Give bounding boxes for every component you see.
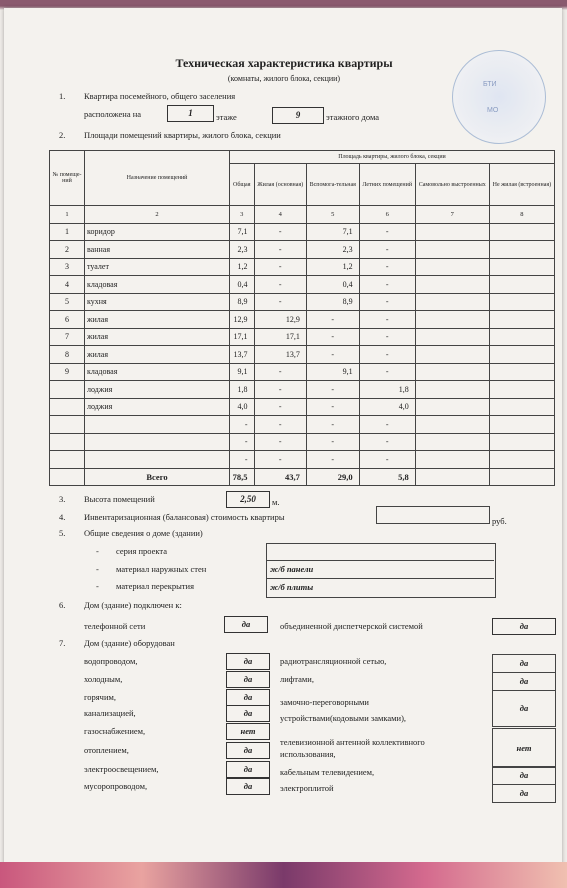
row-number: 7 xyxy=(50,328,85,346)
area-cell: - xyxy=(306,433,359,451)
area-table xyxy=(49,150,555,486)
s1-text: Квартира посемейного, общего заселения xyxy=(84,91,236,101)
area-cell xyxy=(489,363,554,381)
cost-box xyxy=(376,506,490,524)
table-row xyxy=(50,363,555,381)
fabric-background xyxy=(0,862,567,888)
table-row xyxy=(50,258,555,276)
area-cell xyxy=(489,433,554,451)
equipment-label: горячим, xyxy=(84,692,117,702)
equipment-value: нет xyxy=(492,728,556,768)
row-number xyxy=(50,433,85,451)
room-name: жилая xyxy=(85,328,230,346)
area-cell: - xyxy=(230,433,255,451)
equipment-label: лифтами, xyxy=(280,674,314,684)
area-cell xyxy=(489,416,554,434)
area-cell: - xyxy=(254,363,306,381)
equipment-value: да xyxy=(226,761,270,778)
s5-floor-label: материал перекрытия xyxy=(116,581,194,591)
table-row xyxy=(50,398,555,416)
totals-row xyxy=(50,468,555,486)
th-aux: Вспомога-тельная xyxy=(306,164,359,206)
s5-text: Общие сведения о доме (здании) xyxy=(84,528,203,538)
floor-box: 1 xyxy=(167,105,214,122)
area-cell: 4,0 xyxy=(230,398,255,416)
th-summer: Летних помещений xyxy=(359,164,415,206)
row-number xyxy=(50,416,85,434)
height-unit: м. xyxy=(272,497,280,507)
equipment-value: да xyxy=(492,654,556,673)
area-cell xyxy=(415,416,489,434)
area-cell: - xyxy=(306,398,359,416)
row-number xyxy=(50,398,85,416)
equipment-value: да xyxy=(492,672,556,691)
area-cell: 8,9 xyxy=(230,293,255,311)
s5-walls-value: ж/б панели xyxy=(270,564,314,574)
th-self: Самовольно выстроенных xyxy=(415,164,489,206)
equipment-label: отоплением, xyxy=(84,745,129,755)
area-cell: 17,1 xyxy=(230,328,255,346)
column-numbers-row xyxy=(50,206,555,224)
s6-dispatch-value: да xyxy=(492,618,556,635)
area-cell: - xyxy=(306,381,359,399)
area-cell: - xyxy=(254,416,306,434)
room-name xyxy=(85,451,230,469)
equipment-label: использования, xyxy=(280,749,336,759)
area-cell: 1,2 xyxy=(230,258,255,276)
equipment-value: да xyxy=(226,778,270,795)
room-name: кухня xyxy=(85,293,230,311)
area-cell: - xyxy=(230,416,255,434)
table-row xyxy=(50,328,555,346)
equipment-label: кабельным телевидением, xyxy=(280,767,375,777)
area-cell xyxy=(415,346,489,364)
area-cell: 2,3 xyxy=(306,241,359,259)
area-cell: - xyxy=(359,258,415,276)
area-cell: 7,1 xyxy=(230,223,255,241)
cost-unit: руб. xyxy=(492,516,507,526)
s3-num: 3. xyxy=(59,494,66,504)
table-row xyxy=(50,293,555,311)
room-name xyxy=(85,433,230,451)
room-name: ванная xyxy=(85,241,230,259)
area-cell: 17,1 xyxy=(254,328,306,346)
s2-num: 2. xyxy=(59,130,66,140)
area-cell: - xyxy=(359,433,415,451)
area-cell: 7,1 xyxy=(306,223,359,241)
colnum: 2 xyxy=(85,206,230,224)
s1-located: расположена на xyxy=(84,109,142,119)
equipment-label: газоснабжением, xyxy=(84,726,146,736)
area-cell: 8,9 xyxy=(306,293,359,311)
area-cell xyxy=(415,363,489,381)
row-number: 8 xyxy=(50,346,85,364)
s6-phone-value: да xyxy=(224,616,268,633)
area-cell xyxy=(489,293,554,311)
equipment-label: телевизионной антенной коллективного xyxy=(280,737,425,747)
area-cell xyxy=(415,311,489,329)
equipment-value: да xyxy=(492,784,556,803)
area-cell: - xyxy=(254,276,306,294)
row-number xyxy=(50,451,85,469)
s3-text: Высота помещений xyxy=(84,494,155,504)
total-cell: 43,7 xyxy=(254,468,306,486)
s2-text: Площади помещений квартиры, жилого блока, секции xyxy=(84,130,281,140)
area-cell: 9,1 xyxy=(230,363,255,381)
area-cell xyxy=(415,258,489,276)
floors-box: 9 xyxy=(272,107,324,124)
s6-dispatch-label: объединенной диспетчерской системой xyxy=(280,621,423,631)
colnum: 3 xyxy=(230,206,255,224)
area-cell: - xyxy=(254,258,306,276)
colnum: 8 xyxy=(489,206,554,224)
s7-text: Дом (здание) оборудован xyxy=(84,638,175,648)
floor-label: этаже xyxy=(216,112,237,122)
area-cell xyxy=(415,293,489,311)
row-number: 3 xyxy=(50,258,85,276)
row-number: 5 xyxy=(50,293,85,311)
equipment-label: холодным, xyxy=(84,674,123,684)
area-cell: 1,2 xyxy=(306,258,359,276)
th-num: № помеще-ний xyxy=(50,151,85,206)
s5-walls-label: материал наружных стен xyxy=(116,564,207,574)
area-cell xyxy=(415,398,489,416)
area-cell: - xyxy=(359,451,415,469)
room-name: лоджия xyxy=(85,381,230,399)
area-cell: 13,7 xyxy=(254,346,306,364)
area-cell: - xyxy=(359,416,415,434)
colnum: 4 xyxy=(254,206,306,224)
area-cell: 0,4 xyxy=(306,276,359,294)
area-cell xyxy=(489,276,554,294)
area-cell xyxy=(415,328,489,346)
equipment-value: да xyxy=(226,742,270,759)
colnum: 1 xyxy=(50,206,85,224)
area-cell xyxy=(415,433,489,451)
area-cell xyxy=(489,328,554,346)
row-number: 4 xyxy=(50,276,85,294)
row-number: 1 xyxy=(50,223,85,241)
table-row xyxy=(50,346,555,364)
equipment-label: устройствами(кодовыми замками), xyxy=(280,713,407,723)
height-box: 2,50 xyxy=(226,491,270,508)
stamp-text-1: БТИ xyxy=(483,81,497,88)
row-number: 2 xyxy=(50,241,85,259)
table-row xyxy=(50,416,555,434)
area-cell: - xyxy=(359,293,415,311)
th-living: Жилая (основная) xyxy=(254,164,306,206)
area-cell: - xyxy=(306,328,359,346)
s6-text: Дом (здание) подключен к: xyxy=(84,600,182,610)
area-cell: 1,8 xyxy=(359,381,415,399)
area-cell: - xyxy=(230,451,255,469)
area-cell: 0,4 xyxy=(230,276,255,294)
room-name: туалет xyxy=(85,258,230,276)
equipment-label: канализацией, xyxy=(84,708,136,718)
equipment-label: электроосвещением, xyxy=(84,764,159,774)
equipment-value: да xyxy=(492,766,556,785)
s5-floor-value: ж/б плиты xyxy=(270,582,314,592)
equipment-label: водопроводом, xyxy=(84,656,138,666)
room-name: кладовая xyxy=(85,363,230,381)
area-cell: - xyxy=(254,433,306,451)
area-cell: - xyxy=(359,311,415,329)
room-name: жилая xyxy=(85,311,230,329)
area-cell xyxy=(489,381,554,399)
area-cell: - xyxy=(359,276,415,294)
colnum: 6 xyxy=(359,206,415,224)
equipment-value: да xyxy=(226,705,270,722)
area-cell: 4,0 xyxy=(359,398,415,416)
area-cell: - xyxy=(254,223,306,241)
table-row xyxy=(50,241,555,259)
area-cell: - xyxy=(359,328,415,346)
table-row xyxy=(50,311,555,329)
area-cell: - xyxy=(359,223,415,241)
area-cell: - xyxy=(359,363,415,381)
equipment-label: замочно-переговорными xyxy=(280,697,369,707)
area-cell: 13,7 xyxy=(230,346,255,364)
s6-phone-label: телефонной сети xyxy=(84,621,146,631)
room-name: лоджия xyxy=(85,398,230,416)
s5-num: 5. xyxy=(59,528,66,538)
area-cell: - xyxy=(359,346,415,364)
th-area: Площадь квартиры, жилого блока, секции xyxy=(230,151,555,164)
total-cell: 29,0 xyxy=(306,468,359,486)
area-cell: - xyxy=(306,346,359,364)
table-row xyxy=(50,433,555,451)
th-total: Общая xyxy=(230,164,255,206)
floors-label: этажного дома xyxy=(326,112,380,122)
area-cell: - xyxy=(254,293,306,311)
area-cell: - xyxy=(306,416,359,434)
area-cell: - xyxy=(306,311,359,329)
document-subtitle: (комнаты, жилого блока, секции) xyxy=(227,74,341,83)
area-cell: - xyxy=(306,451,359,469)
th-nonres: Не жилая (встроенная) xyxy=(489,164,554,206)
area-cell xyxy=(415,223,489,241)
area-cell: - xyxy=(254,381,306,399)
s4-num: 4. xyxy=(59,512,66,522)
equipment-value: да xyxy=(226,689,270,706)
row-number: 9 xyxy=(50,363,85,381)
area-cell: 2,3 xyxy=(230,241,255,259)
area-cell xyxy=(489,346,554,364)
s5-series-label: серия проекта xyxy=(116,546,168,556)
stamp-text-2: МО xyxy=(487,107,499,114)
area-cell xyxy=(415,276,489,294)
area-cell xyxy=(489,398,554,416)
total-cell: 5,8 xyxy=(359,468,415,486)
area-cell xyxy=(489,223,554,241)
area-cell: 9,1 xyxy=(306,363,359,381)
total-label: Всего xyxy=(85,468,230,486)
area-cell xyxy=(489,241,554,259)
equipment-value: нет xyxy=(226,723,270,740)
colnum: 5 xyxy=(306,206,359,224)
room-name: кладовая xyxy=(85,276,230,294)
area-cell: - xyxy=(254,451,306,469)
total-cell: 78,5 xyxy=(230,468,255,486)
document-sheet: БТИ МО Техническая характеристика квартиры (комнаты, жилого блока, секции) 1. Квартира посемейного, общего заселения расположена на 1 этаже 9 этажного дома 2. Площади помещений квартиры, жилого блока, секции № помеще-ний Назначение помещений Площадь квартиры, жилого блока, секции Общая Жилая (основная) Вспомога-тельная Летних помещений Самовольно выстроенных Не жилая (встроенная) 1 2 3 4 5 6 7 8 1 коридор 7,1 - 7,1 - 2 ванная 2,3 - 2,3 - 3 туалет 1,2 - 1,2 - 4 кладовая 0,4 - 0,4 - 5 кухня 8,9 - 8,9 - 6 жилая 12,9 12,9 - - 7 жилая 17,1 17,1 - - 8 жилая 13,7 13,7 - - 9 кладовая 9,1 - 9,1 - лоджия 1,8 - - 1,8 лоджия 4,0 - - 4,0 - - - - - - - - - - - - Всего 78,5 43,7 29,0 5,8 3. Высота помещений 2,50 м. 4. Инвентаризационная (балансовая) стоимость квартиры руб. 5. Общие сведения о доме (здании) - серия проекта - материал наружных стен - материал перекрытия ж/б панели ж/б плиты 6. Дом (здание) подключен к: телефонной сети да объединенной диспетчерской системой да 7. Дом (здание) оборудован водопроводом, да холодным, да горячим, да канализацией, да газоснабжением, нет отоплением, да электроосвещением, да мусоропроводом, да радиотрансляционной сетью, лифтами, замочно-переговорными устройствами(кодовыми замками), телевизионной антенной коллективного использования, кабельным телевидением, электроплитой да да да нет да да xyxy=(4,8,562,876)
th-name: Назначение помещений xyxy=(85,151,230,206)
table-row xyxy=(50,381,555,399)
room-name: коридор xyxy=(85,223,230,241)
s7-num: 7. xyxy=(59,638,66,648)
area-cell: - xyxy=(359,241,415,259)
area-cell xyxy=(415,451,489,469)
s6-num: 6. xyxy=(59,600,66,610)
equipment-label: электроплитой xyxy=(280,783,334,793)
equipment-value: да xyxy=(226,671,270,688)
equipment-label: радиотрансляционной сетью, xyxy=(280,656,387,666)
area-cell xyxy=(489,258,554,276)
area-cell: - xyxy=(254,241,306,259)
room-name: жилая xyxy=(85,346,230,364)
equipment-value: да xyxy=(226,653,270,670)
row-number xyxy=(50,381,85,399)
table-row xyxy=(50,276,555,294)
s4-text: Инвентаризационная (балансовая) стоимость квартиры xyxy=(84,512,285,522)
table-row xyxy=(50,451,555,469)
area-cell: 1,8 xyxy=(230,381,255,399)
row-number: 6 xyxy=(50,311,85,329)
area-cell xyxy=(489,311,554,329)
equipment-value: да xyxy=(492,690,556,727)
area-cell: - xyxy=(254,398,306,416)
area-cell xyxy=(415,381,489,399)
table-row xyxy=(50,223,555,241)
document-title: Техническая характеристика квартиры xyxy=(175,56,393,70)
area-cell: 12,9 xyxy=(254,311,306,329)
area-cell xyxy=(415,241,489,259)
equipment-label: мусоропроводом, xyxy=(84,781,148,791)
s1-num: 1. xyxy=(59,91,66,101)
room-name xyxy=(85,416,230,434)
area-cell xyxy=(489,451,554,469)
colnum: 7 xyxy=(415,206,489,224)
area-cell: 12,9 xyxy=(230,311,255,329)
